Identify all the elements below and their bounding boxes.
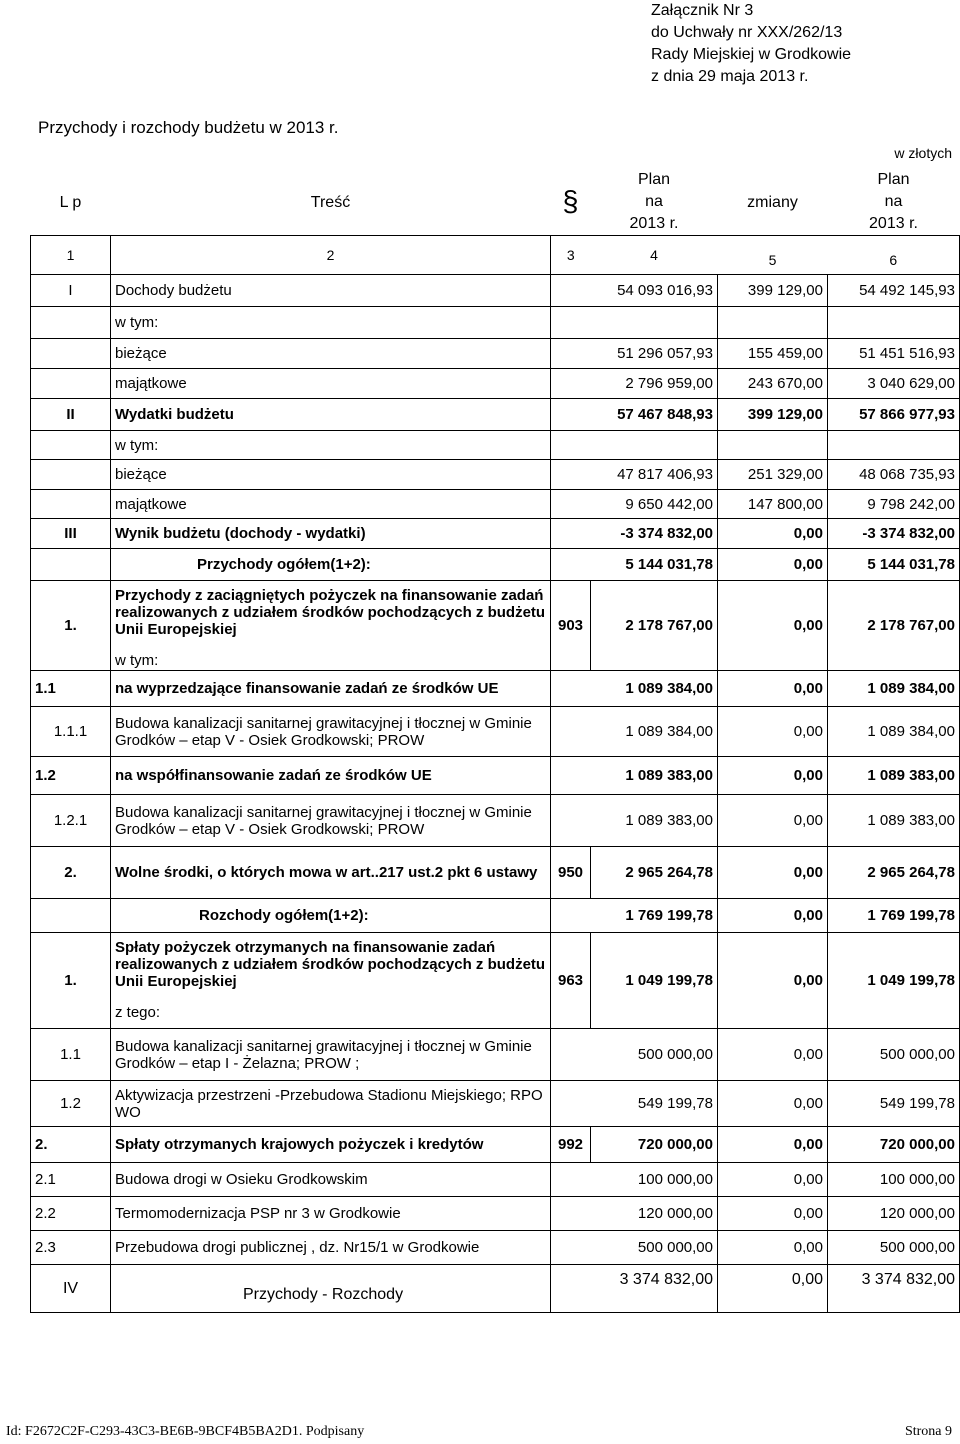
header-line-4: z dnia 29 maja 2013 r. <box>651 68 809 85</box>
przychody-1-row: 1. Przychody z zaciągniętych pożyczek na finansowanie zadań realizowanych z udziałem środków pochodzących z budżetu Unii Europejskiej w tym: 903 2 178 767,00 0,00 2 178 767,00 <box>31 581 960 671</box>
col-lp: L p <box>59 193 82 211</box>
przychody-1-2-row: 1.2 na współfinansowanie zadań ze środków UE 1 089 383,00 0,00 1 089 383,00 <box>31 757 960 795</box>
rozchody-2-2-row: 2.2 Termomodernizacja PSP nr 3 w Grodkowie 120 000,00 0,00 120 000,00 <box>31 1197 960 1231</box>
table-row: majątkowe 9 650 442,00 147 800,00 9 798 242,00 <box>31 490 960 519</box>
attachment-header <box>651 0 851 88</box>
col-tresc: Treść <box>310 193 351 211</box>
column-number-row: 1 2 3 4 5 6 <box>31 236 960 275</box>
header-line-3: Rady Miejskiej w Grodkowie <box>651 46 852 63</box>
rozchody-2-3-row: 2.3 Przebudowa drogi publicznej , dz. Nr15/1 w Grodkowie 500 000,00 0,00 500 000,00 <box>31 1231 960 1265</box>
table-row: I Dochody budżetu 54 093 016,93 399 129,00 54 492 145,93 <box>31 275 960 307</box>
document-id: Id: F2672C2F-C293-43C3-BE6B-9BCF4B5BA2D1. Podpisany <box>6 1424 365 1439</box>
przychody-1-1-1-row: 1.1.1 Budowa kanalizacji sanitarnej grawitacyjnej i tłocznej w Gminie Grodków – etap V - Osiek Grodkowski; PROW 1 089 384,00 0,00 1 089 384,00 <box>31 707 960 757</box>
przychody-1-2-1-row: 1.2.1 Budowa kanalizacji sanitarnej grawitacyjnej i tłocznej w Gminie Grodków – etap V - Osiek Grodkowski; PROW 1 089 383,00 0,00 1 089 383,00 <box>31 795 960 847</box>
rozchody-1-2-row: 1.2 Aktywizacja przestrzeni -Przebudowa Stadionu Miejskiego; RPO WO 549 199,78 0,00 549 199,78 <box>31 1081 960 1127</box>
budget-table <box>30 169 960 1313</box>
table-row: III Wynik budżetu (dochody - wydatki) -3 374 832,00 0,00 -3 374 832,00 <box>31 519 960 549</box>
table-row: bieżące 51 296 057,93 155 459,00 51 451 516,93 <box>31 339 960 369</box>
rozchody-total-row: Rozchody ogółem(1+2): 1 769 199,78 0,00 1 769 199,78 <box>31 899 960 933</box>
col-zmiany: zmiany <box>747 193 798 211</box>
page-number: Strona 9 <box>904 1424 952 1439</box>
final-row: IV Przychody - Rozchody 3 374 832,00 0,00 3 374 832,00 <box>31 1265 960 1313</box>
header-line-2: do Uchwały nr XXX/262/13 <box>651 24 843 41</box>
przychody-total-row: Przychody ogółem(1+2): 5 144 031,78 0,00 5 144 031,78 <box>31 549 960 581</box>
przychody-1-1-row: 1.1 na wyprzedzające finansowanie zadań ze środków UE 1 089 384,00 0,00 1 089 384,00 <box>31 671 960 707</box>
rozchody-1-1-row: 1.1 Budowa kanalizacji sanitarnej grawitacyjnej i tłocznej w Gminie Grodków – etap I - Żelazna; PROW ; 500 000,00 0,00 500 000,00 <box>31 1029 960 1081</box>
table-row: w tym: <box>31 431 960 460</box>
table-row: bieżące 47 817 406,93 251 329,00 48 068 735,93 <box>31 460 960 490</box>
table-row: majątkowe 2 796 959,00 243 670,00 3 040 629,00 <box>31 369 960 399</box>
table-row: II Wydatki budżetu 57 467 848,93 399 129,00 57 866 977,93 <box>31 399 960 431</box>
col-plan-a: Plan na 2013 r. <box>629 171 679 232</box>
rozchody-1-row: 1. Spłaty pożyczek otrzymanych na finansowanie zadań realizowanych z udziałem środków pochodzących z budżetu Unii Europejskiej z tego: 963 1 049 199,78 0,00 1 049 199,78 <box>31 933 960 1029</box>
header-line-1: Załącznik Nr 3 <box>651 2 754 19</box>
col-paragraph: § <box>562 186 579 218</box>
col-plan-b: Plan na 2013 r. <box>869 171 918 232</box>
table-header-row <box>31 169 960 236</box>
przychody-2-row: 2. Wolne środki, o których mowa w art..217 ust.2 pkt 6 ustawy 950 2 965 264,78 0,00 2 965 264,78 <box>31 847 960 899</box>
unit-label: w złotych <box>894 145 952 161</box>
rozchody-2-1-row: 2.1 Budowa drogi w Osieku Grodkowskim 100 000,00 0,00 100 000,00 <box>31 1163 960 1197</box>
rozchody-2-row: 2. Spłaty otrzymanych krajowych pożyczek i kredytów 992 720 000,00 0,00 720 000,00 <box>31 1127 960 1163</box>
table-row: w tym: <box>31 307 960 339</box>
page-title: Przychody i rozchody budżetu w 2013 r. <box>38 118 339 137</box>
